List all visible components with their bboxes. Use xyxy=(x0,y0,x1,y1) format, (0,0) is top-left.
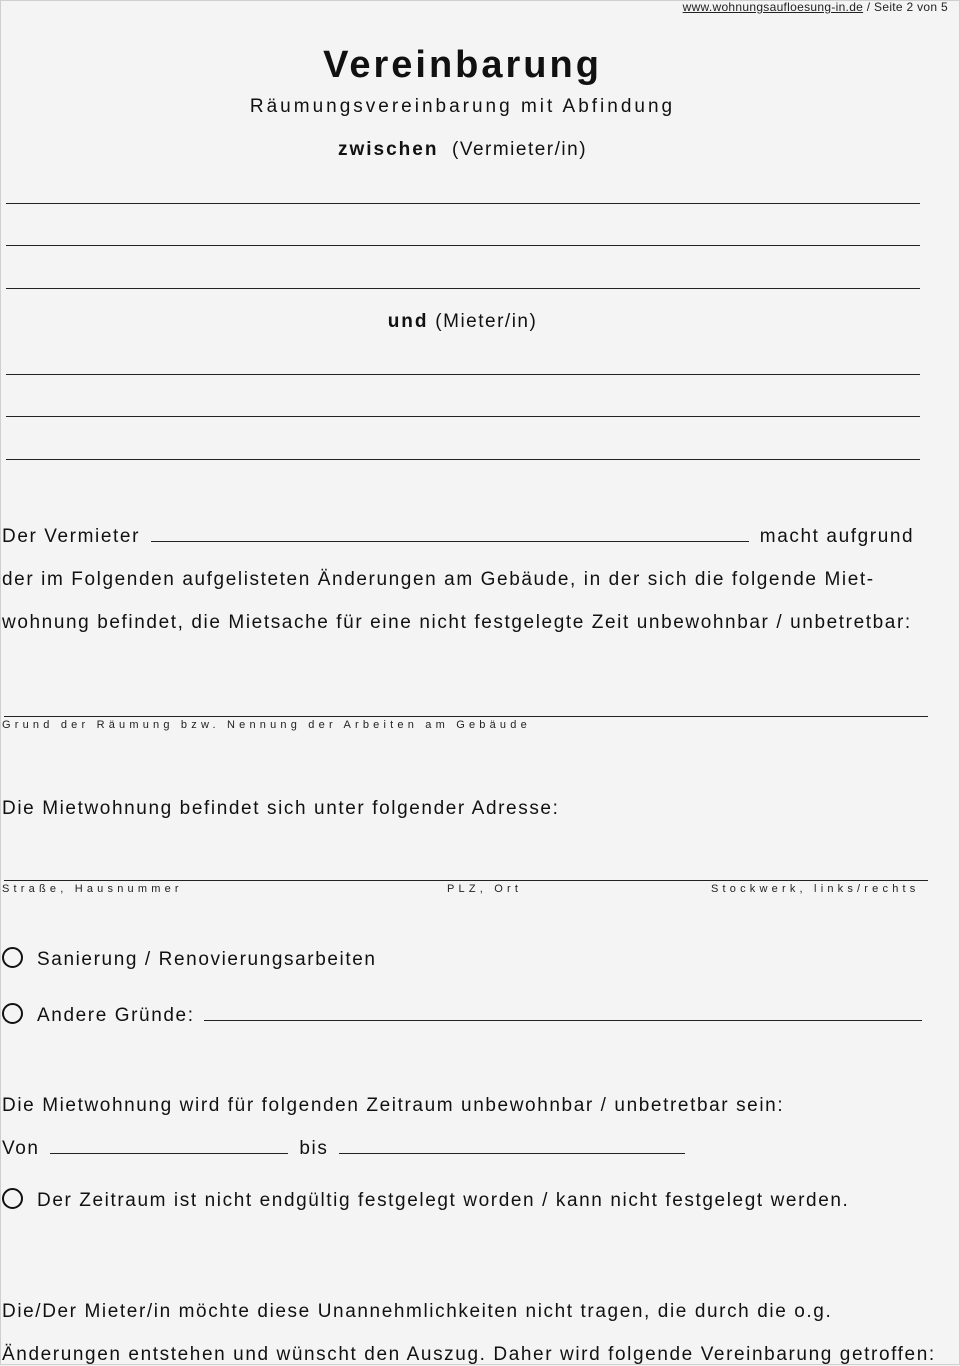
street-caption: Straße, Hausnummer xyxy=(2,883,183,895)
renovation-label: Sanierung / Renovierungsarbeiten xyxy=(37,949,377,970)
reason-caption: Grund der Räumung bzw. Nennung der Arbeiten am Gebäude xyxy=(2,719,531,731)
from-label: Von xyxy=(2,1138,40,1159)
tenant-line-2[interactable] xyxy=(6,416,920,417)
intro-part-2: macht aufgrund xyxy=(759,526,915,547)
period-intro: Die Mietwohnung wird für folgenden Zeitraum unbewohnbar / unbetretbar sein: xyxy=(2,1095,785,1116)
from-date-blank[interactable] xyxy=(50,1152,288,1154)
other-reasons-blank[interactable] xyxy=(204,1019,922,1021)
floor-caption: Stockwerk, links/rechts xyxy=(711,883,920,895)
page-header xyxy=(683,0,948,14)
tenant-keyword: und xyxy=(387,311,429,332)
intro-part-1: Der Vermieter xyxy=(2,526,141,547)
landlord-keyword: zwischen xyxy=(337,139,439,160)
landlord-line-1[interactable] xyxy=(6,203,920,204)
other-reasons-radio[interactable] xyxy=(2,1003,23,1024)
renovation-radio[interactable] xyxy=(2,947,23,968)
tenant-line-1[interactable] xyxy=(6,374,920,375)
landlord-role: (Vermieter/in) xyxy=(452,139,588,160)
address-line[interactable] xyxy=(4,880,928,881)
tenant-line-3[interactable] xyxy=(6,459,920,460)
reason-line[interactable] xyxy=(4,716,928,717)
address-intro: Die Mietwohnung befindet sich unter folgender Adresse: xyxy=(2,798,560,819)
to-label: bis xyxy=(299,1138,329,1159)
landlord-name-blank[interactable] xyxy=(151,540,749,542)
document-subtitle: Räumungsvereinbarung mit Abfindung xyxy=(249,96,676,117)
to-date-blank[interactable] xyxy=(339,1152,685,1154)
document-title: Vereinbarung xyxy=(323,44,602,86)
landlord-line-3[interactable] xyxy=(6,288,920,289)
closing-line-1: Die/Der Mieter/in möchte diese Unannehmlichkeiten nicht tragen, die durch die o.g. xyxy=(2,1301,833,1322)
undetermined-label: Der Zeitraum ist nicht endgültig festgelegt worden / kann nicht festgelegt werden. xyxy=(37,1190,850,1211)
closing-line-2: Änderungen entstehen und wünscht den Auszug. Daher wird folgende Vereinbarung getroffen: xyxy=(2,1344,936,1365)
landlord-line-2[interactable] xyxy=(6,245,920,246)
option-renovation[interactable] xyxy=(2,947,377,971)
tenant-role: (Mieter/in) xyxy=(435,311,538,332)
landlord-heading xyxy=(0,139,925,161)
undetermined-radio[interactable] xyxy=(2,1188,23,1209)
option-other[interactable] xyxy=(2,1003,922,1027)
intro-line-1 xyxy=(2,526,914,548)
other-reasons-label: Andere Gründe: xyxy=(37,1005,195,1026)
period-range xyxy=(2,1138,685,1160)
zip-caption: PLZ, Ort xyxy=(447,883,523,895)
intro-line-2: der im Folgenden aufgelisteten Änderungen am Gebäude, in der sich die folgende Miet- xyxy=(2,569,875,590)
website-link[interactable]: www.wohnungsaufloesung-in.de xyxy=(682,0,864,14)
option-undetermined[interactable] xyxy=(2,1188,849,1212)
page-number: / Seite 2 von 5 xyxy=(863,0,948,14)
tenant-heading xyxy=(0,311,925,333)
intro-line-3: wohnung befindet, die Mietsache für eine nicht festgelegte Zeit unbewohnbar / unbetretbar: xyxy=(2,612,912,633)
